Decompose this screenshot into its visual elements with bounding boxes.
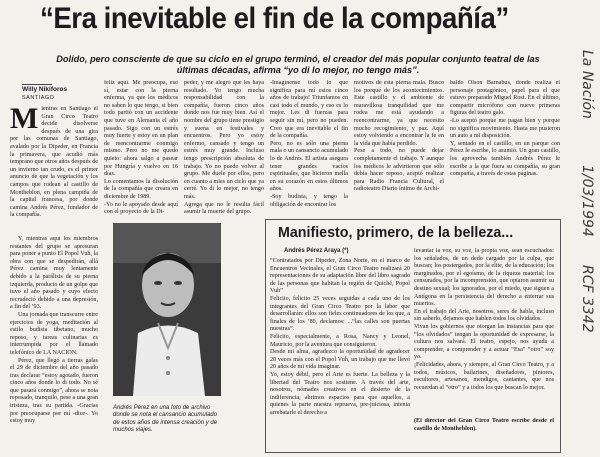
- article-col5: motivos de esta pierna mala. Busco los porqué de los acontecimientos. Este castillo y el ambiente de maravillosa tranquilidad que me rodea me está ayudando a reencontrarme, ya que necesito mucho recogimiento, y paz. Aquí estoy volviendo a encontrar la fe en la vida que había perdido. Pese a todo, no puede dejar completamente el trabajo. Y aunque los médicos le advirtieron que sólo debía hacer reposo, aceptó realizar para Radio Francia Cultural, el radioteatro Diario íntimo de Archi-: [354, 80, 444, 193]
- byline: [22, 86, 82, 102]
- handwritten-notes: [565, 50, 599, 350]
- article-col1-second: Y, mientras aquí los miembros restantes del grupo se apresuran para poner a punto El Popol Vuh, la obra con que se despedirán, allá Pérez camina muy lentamente debido a la parálisis de su pierna izquierda, producto de un golpe que tuvo el año pasado y cuyo efecto recrudeció debido a una depresión, a fin del ’93.: [10, 236, 98, 311]
- photo-caption: Andrés Pérez en una foto de archivo donde se nota el cansancio acumulado de estos años de intensa creación y de muchos viajes.: [113, 405, 218, 434]
- headline: “Era inevitable el fin de la compañía”: [40, 2, 509, 35]
- byline-rule: [22, 84, 52, 85]
- article-col3: peder, y me alegró que les haya resultado. Yo tengo mucha responsabilidad con la compañía, fueron cinco años donde nos fue muy bien. Así el nombre del grupo tiene prestigio y suena en festivales y encuentros. Pero yo estoy enfermo, cansado y tengo un estrés muy grande. Incluso tengo prescripción absoluta de trabajo. Yo no puedo volver al grupo. Me duele por ellos, pero en cuanto a mies un ciclo que ya cerré. Yo di lo mejor, no tengo más. Agrega que no le resulta fácil asumir la muerte del grupo.: [184, 80, 264, 216]
- article-column-6: [450, 80, 560, 216]
- article-column-5: [354, 80, 444, 216]
- article-col1-third: Una jornada que transcurre entre ejercicios de yoga, meditación al estilo budista tibetano, mucho reposo, y tareas culinarias es interrumpida por el llamado telefónico de LA NACION.: [10, 311, 98, 356]
- byline-place: SANTIAGO: [22, 95, 55, 101]
- manifesto-footnote: (El director del Gran Circo Teatro escribe desde el castillo de Montheblon).: [414, 418, 554, 432]
- manifesto-right-text: levantar la voz, su voz, la propia voz, sean escuchados: los señalados, de un dedo cargado por la culpa, que buscan; los postergados, por la elite, de la educación; los marginados, por el egoísmo, de la riqueza material; los censurados, por la incomprensión, que optaron asumir su destino sexual; los ignorados, por el miedo, que siguen a Antígona en la persistencia del derecho a enterrar sus muertos. En el trabajo del Arte, nosotros, seres de habla, incluso sin saberlo, dejamos que hablen todos los olvidados. Vivan los gobiernos que otorgan las instancias para que “los olvidados” tengan la oportunidad de expresarse, la cultura nos salvará. El teatro, espejo, nos ayuda a comprender, a comprender y a actuar “Esa” “otro” soy yo. ¡Felicidades, ahora, y siempre, al Gran Circo Teatro, y a todos, músicos, bailarines, diseñadores, pintores, escultores, artesanos, mendigos, cantantes, que nos recuerdan al “otro” y a todos los que buscan lo mejor.: [414, 248, 554, 391]
- article-col2: feliz aquí. Me preocupa, eso sí, estar con la pierna enferma, ya que los médicos no saben lo que tengo, si bien todo partió con un accidente que tuve en Alemania el año pasado. Sigo con un estrés muy fuerte y estoy en un plan de reencontrarme conmigo mismo. Pero no me quedo quieto: ahora salgo a pasear por Hungría y vuelvo en 16 días. Lo comentamos la disolución de la compañía que creara en diciembre de 1989. -Yo no le apoyado desde aquí con el proyecto de la Di-: [104, 80, 178, 216]
- manifesto-left-text: “Contratados por Dipeder, Zona Norte, en el marco de Encuentros Vecinales, el Gran Circo Teatro realizará 20 representaciones de su adaptación libre del libro sagrado de las personas que habitan la región de Quiché, Popol Vuh” Felicito, felicito 25 veces seguidas a cada uno de los integrantes del Gran Circo Teatro por la labor que desarrollarán: ellos son fieles continuadores de los que, a finales de los ’80, declamos: ...“las calles son puertas nuestras”. Felicito, especialmente, a Rosa, Nancy y Leonel, Mauricio, por la aventura que consiguieron. Desde mi alma, agradezco la oportunidad de agradecer 20 veces más con el Popol Vuh, un trabajo que me llevó 20 años de mi vida imaginar. Yo, estoy débil, pero el Arte es fuerte. La belleza y la libertad del Teatro nos sostiene. A través del arte, nosotros, nómades creativos en el desierto de la indiferencia, abrimos espacios para que aquellos, a quienes la parte nuestra reprueva, pre-juiciosa, intenta arrebatarle el derecho a: [270, 258, 410, 416]
- article-column-3: [184, 80, 264, 216]
- article-col1-fourth: Pérez, que llegó a tierras galas el 29 de diciembre del año pasado tras declarar “estoy agotado, fueron cinco años donde lo di todo. No sé que pasará conmigo”, ahora se nota reposado, tranquilo, pese a una gran tristeza, tras su partida. -Gracias por preocuparse por mí -dice-. Yo estoy muy: [10, 357, 98, 425]
- article-column-1-top: [10, 106, 98, 236]
- article-col4: -Imagínense todo lo que significa para mí estos cinco años de trabajo! Triunfamos en casi todo el mundo, y eso es lo mejor. Les di fuerzas para seguir sin mí, pero no pueden. Creo que era inevitable el fin de la compañía. Pero, no es sólo una pierna mala o un cansancio acumulado lo de Andrés. El artista asegura tener grandes vacíos espirituales, que hicieron mella en su corazón en estos últimos años. -Soy budista, y tengo la obligación de encontrar los: [270, 80, 348, 208]
- deck: Dolido, pero consciente de que su ciclo en el grupo terminó, el creador del más popular conjunto teatral de las últimas décadas, afirma “yo di lo mejor, no tengo más”.: [56, 54, 540, 75]
- article-column-1-bottom: [10, 236, 98, 457]
- manifesto-left-column: [270, 258, 410, 450]
- manifesto-title: Manifiesto, primero, de la belleza...: [278, 224, 514, 241]
- byline-author: Willy Nikiforos: [22, 86, 68, 93]
- manifesto-right-column: [414, 248, 554, 414]
- portrait-photo: [113, 223, 221, 396]
- article-column-4: [270, 80, 348, 216]
- article-col6: baldo Olson Barnabus, donde realiza el personaje protagónico, papel para el que estuvo preparado Miguel Rost. En el último, compartir micrófono con nueve primeras figuras del teatro galo. -Lo aceptó porque me pagan bien y porque no significa movimiento. Hasta me pusieron un auto a mi disposición. Y, sentado en el castillo, en un parque con Pérez le escribe, lo asumió. Un gran castillo, los aprovecha también Andrés Pérez le escribe a la que fuera su compañía, su gran compañía, a través de estas páginas.: [450, 80, 560, 178]
- dropcap: M: [10, 106, 39, 135]
- portrait-illustration: [113, 223, 221, 396]
- article-column-2: [104, 80, 178, 216]
- handwritten-source: La Nación: [579, 50, 595, 119]
- handwritten-code: RCF 3342: [579, 265, 595, 333]
- manifesto-author: Andrés Pérez Araya (*): [284, 248, 349, 254]
- handwritten-date: 1/03/1994: [579, 165, 595, 237]
- article-col1-first: ientras en Santiago el Gran Circo Teatro decide disolverse después de una gira por las comunas de Santiago, avalado por la Dipeder, en Francia la primavera, que acudió más temprano que otros años después de un invierno tan crudo, es el primer anuncio de que la vegetación y los campos que rodean al castillo de Montheblon, en plena campiña de la capital francesa, por donde camina Andrés Pérez, fundador de la compañía.: [10, 106, 98, 219]
